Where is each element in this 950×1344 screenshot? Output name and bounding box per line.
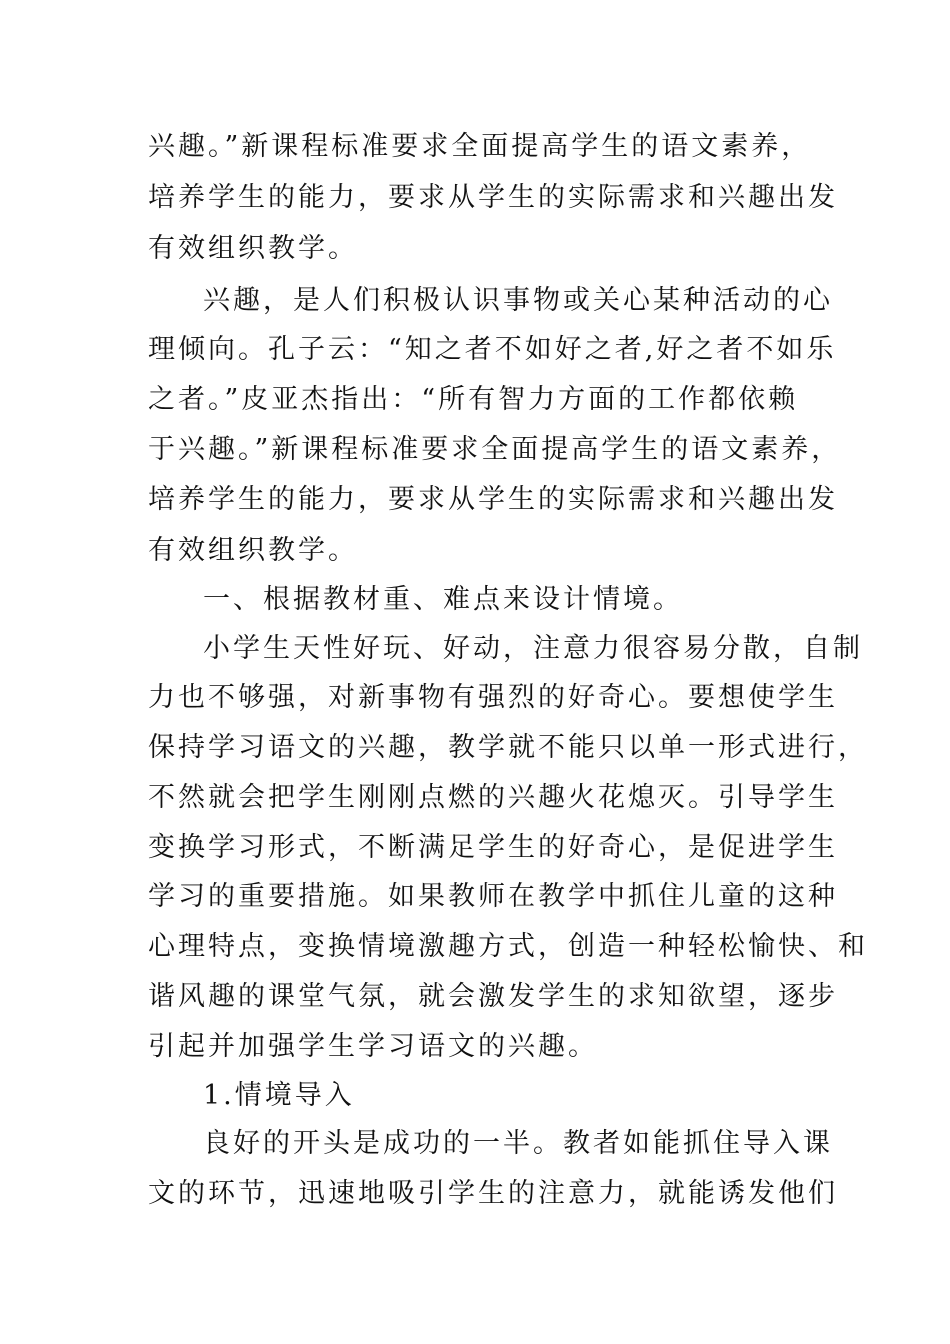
paragraph-start-line: 兴趣，是人们积极认识事物或关心某种活动的心: [203, 285, 833, 316]
text-line: 引起并加强学生学习语文的兴趣。: [148, 1031, 598, 1062]
text-line: 兴趣。”新课程标准要求全面提高学生的语文素养，: [148, 131, 812, 162]
text-line: 于兴趣。”新课程标准要求全面提高学生的语文素养，: [148, 434, 842, 465]
text-line: 心理特点，变换情境激趣方式，创造一种轻松愉快、和: [148, 931, 868, 962]
section-heading: 一、根据教材重、难点来设计情境。: [203, 584, 683, 615]
text-line: 谐风趣的课堂气氛，就会激发学生的求知欲望，逐步: [148, 981, 838, 1012]
subsection-heading: 1.情境导入: [203, 1080, 355, 1111]
text-line: 文的环节，迅速地吸引学生的注意力，就能诱发他们: [148, 1178, 838, 1209]
text-line: 变换学习形式，不断满足学生的好奇心，是促进学生: [148, 832, 838, 863]
text-line: 力也不够强，对新事物有强烈的好奇心。要想使学生: [148, 682, 838, 713]
paragraph-start-line: 良好的开头是成功的一半。教者如能抓住导入课: [203, 1128, 833, 1159]
text-line: 有效组织教学。: [148, 233, 358, 264]
text-line: 学习的重要措施。如果教师在教学中抓住儿童的这种: [148, 881, 838, 912]
paragraph-start-line: 小学生天性好玩、好动，注意力很容易分散，自制: [203, 633, 863, 664]
text-line: 培养学生的能力，要求从学生的实际需求和兴趣出发: [148, 182, 838, 213]
text-line: 理倾向。孔子云：“知之者不如好之者,好之者不如乐: [148, 334, 837, 365]
text-line: 培养学生的能力，要求从学生的实际需求和兴趣出发: [148, 484, 838, 515]
text-line: 保持学习语文的兴趣，教学就不能只以单一形式进行，: [148, 732, 868, 763]
text-line: 不然就会把学生刚刚点燃的兴趣火花熄灭。引导学生: [148, 782, 838, 813]
text-line: 之者。”皮亚杰指出：“所有智力方面的工作都依赖: [148, 384, 799, 415]
text-line: 有效组织教学。: [148, 535, 358, 566]
